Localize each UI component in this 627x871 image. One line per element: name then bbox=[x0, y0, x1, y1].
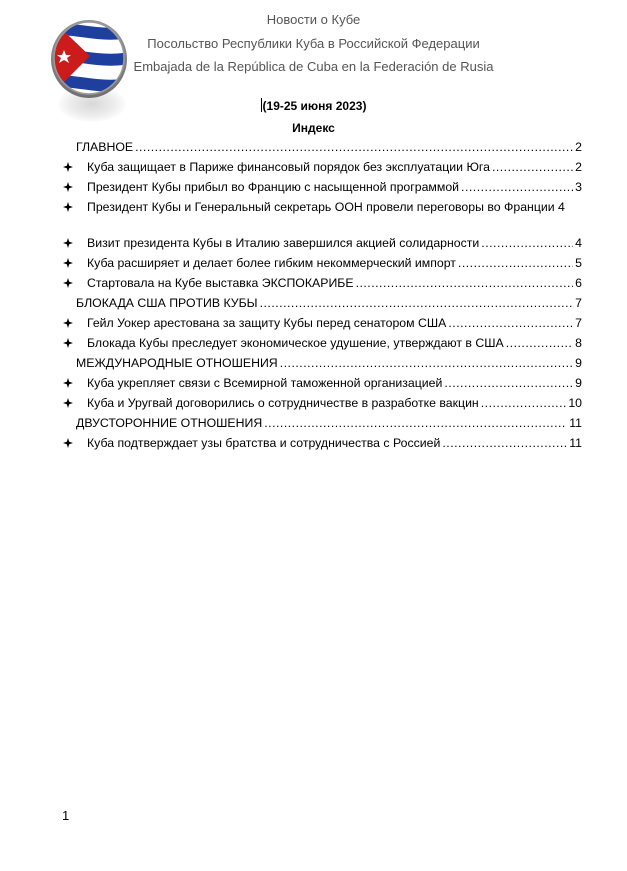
toc-entry-link[interactable] bbox=[62, 436, 582, 450]
diamond-bullet-icon bbox=[63, 316, 73, 328]
toc-entry-title: Куба подтверждает узы братства и сотрудничества с Россией bbox=[87, 436, 441, 450]
toc-entry-page: 2 bbox=[575, 160, 582, 174]
toc-leader-dots bbox=[260, 296, 574, 310]
toc-entry-link[interactable] bbox=[62, 236, 582, 250]
date-range bbox=[0, 98, 627, 113]
toc-entry-title: Президент Кубы и Генеральный секретарь ООН провели переговоры во Франции bbox=[87, 200, 559, 214]
toc-entry-title: МЕЖДУНАРОДНЫЕ ОТНОШЕНИЯ bbox=[76, 356, 278, 370]
toc-leader-dots bbox=[481, 236, 573, 250]
toc-entry-title: Президент Кубы прибыл во Францию с насыщенной программой bbox=[87, 180, 460, 194]
toc-entry-title: Куба расширяет и делает более гибким некоммерческий импорт bbox=[87, 256, 456, 270]
diamond-bullet-icon bbox=[63, 436, 73, 448]
toc-entry-page: 4 bbox=[575, 236, 582, 250]
toc-leader-dots bbox=[448, 316, 573, 330]
toc-entry-title: ДВУСТОРОННИЕ ОТНОШЕНИЯ bbox=[76, 416, 263, 430]
toc-entry-page: 5 bbox=[575, 256, 582, 270]
toc-entry-page: 7 bbox=[575, 296, 582, 310]
toc-entry-page: 4 bbox=[558, 200, 565, 214]
toc-entry-title: Визит президента Кубы в Италию завершился акцией солидарности bbox=[87, 236, 480, 250]
toc-entry-title: Куба защищает в Париже финансовый порядок без эксплуатации Юга bbox=[87, 160, 490, 174]
toc-leader-dots bbox=[264, 416, 567, 430]
toc-entry-link[interactable] bbox=[62, 256, 582, 270]
toc-entry-title: ГЛАВНОЕ bbox=[76, 140, 134, 154]
diamond-bullet-icon bbox=[63, 396, 73, 408]
toc-leader-dots bbox=[481, 396, 567, 410]
toc-leader-dots bbox=[444, 376, 573, 390]
header-embassy-es: Embajada de la República de Cuba en la Federación de Rusia bbox=[133, 59, 494, 74]
toc-section-link[interactable] bbox=[62, 140, 582, 154]
toc-entry-link[interactable] bbox=[62, 376, 582, 390]
toc-entry-link[interactable] bbox=[62, 336, 582, 350]
toc-entry-page: 11 bbox=[569, 436, 582, 450]
toc-entry-page: 8 bbox=[575, 336, 582, 350]
toc-leader-dots bbox=[506, 336, 573, 350]
toc-entry-title: БЛОКАДА США ПРОТИВ КУБЫ bbox=[76, 296, 258, 310]
toc-entry-page: 9 bbox=[575, 356, 582, 370]
text-cursor bbox=[261, 98, 262, 112]
diamond-bullet-icon bbox=[63, 180, 73, 192]
page-number: 1 bbox=[62, 808, 70, 823]
toc-entry-link[interactable] bbox=[62, 200, 582, 214]
toc-entry-link[interactable] bbox=[62, 160, 582, 174]
toc-leader-dots bbox=[280, 356, 573, 370]
diamond-bullet-icon bbox=[63, 336, 73, 348]
toc-entry-title: Куба укрепляет связи с Всемирной таможенной организацией bbox=[87, 376, 443, 390]
diamond-bullet-icon bbox=[63, 256, 73, 268]
toc-entry-link[interactable] bbox=[62, 180, 582, 194]
toc-leader-dots bbox=[356, 276, 574, 290]
toc-entry-page: 3 bbox=[575, 180, 582, 194]
diamond-bullet-icon bbox=[63, 236, 73, 248]
toc-entry-page: 7 bbox=[575, 316, 582, 330]
header-embassy-ru: Посольство Республики Куба в Российской Федерации bbox=[147, 36, 480, 51]
toc-entry-link[interactable] bbox=[62, 396, 582, 410]
toc-entry-link[interactable] bbox=[62, 276, 582, 290]
toc-entry-title: Стартовала на Кубе выставка ЭКСПОКАРИБЕ bbox=[87, 276, 354, 290]
toc-leader-dots bbox=[461, 180, 573, 194]
diamond-bullet-icon bbox=[63, 160, 73, 172]
toc-section-link[interactable] bbox=[62, 356, 582, 370]
toc-entry-title: Гейл Уокер арестована за защиту Кубы перед сенатором США bbox=[87, 316, 447, 330]
toc-entry-title: Куба и Уругвай договорились о сотрудничестве в разработке вакцин bbox=[87, 396, 479, 410]
header-title: Новости о Кубе bbox=[266, 12, 361, 27]
diamond-bullet-icon bbox=[63, 200, 73, 212]
toc-section-link[interactable] bbox=[62, 296, 582, 310]
date-range-text: (19-25 июня 2023) bbox=[262, 99, 367, 113]
toc-leader-dots bbox=[442, 436, 567, 450]
index-title: Индекс bbox=[292, 121, 335, 135]
toc-leader-dots bbox=[135, 140, 573, 154]
toc-entry-title: Блокада Кубы преследует экономическое удушение, утверждают в США bbox=[87, 336, 504, 350]
toc-section-link[interactable] bbox=[62, 416, 582, 430]
toc-leader-dots bbox=[458, 256, 573, 270]
toc-entry-page: 10 bbox=[568, 396, 582, 410]
toc-entry-page: 2 bbox=[575, 140, 582, 154]
toc-entry-page: 9 bbox=[575, 376, 582, 390]
toc-entry-page: 6 bbox=[575, 276, 582, 290]
toc-entry-page: 11 bbox=[569, 416, 582, 430]
toc-entry-link[interactable] bbox=[62, 316, 582, 330]
diamond-bullet-icon bbox=[63, 376, 73, 388]
diamond-bullet-icon bbox=[63, 276, 73, 288]
toc-leader-dots bbox=[492, 160, 573, 174]
